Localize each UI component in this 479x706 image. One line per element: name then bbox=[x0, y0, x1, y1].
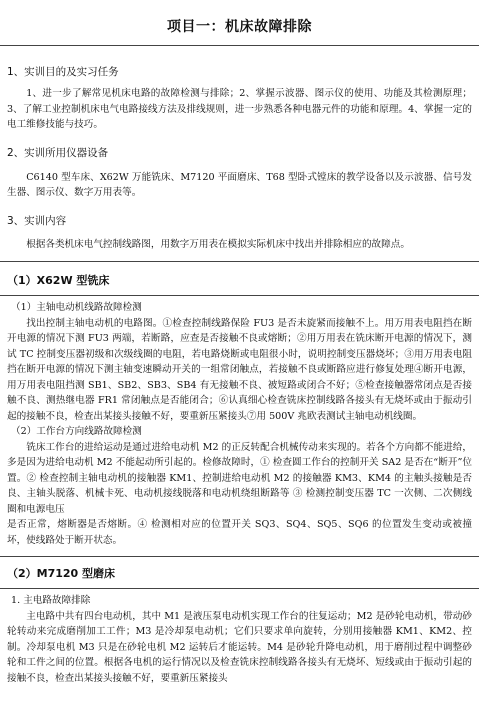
m7120-subheading-main-circuit: 1. 主电路故障排除 bbox=[11, 595, 91, 606]
x62w-subheading-table: （2）工作台方向线路故障检测 bbox=[11, 426, 142, 437]
x62w-body bbox=[7, 296, 472, 548]
section-heading-content: 3、实训内容 bbox=[7, 214, 67, 227]
content-paragraph: 根据各类机床电气控制线路图，用数字万用表在模拟实际机床中找出并排除相应的故障点。 bbox=[26, 238, 410, 250]
x62w-table-paragraph-cont: 是否正常，熔断器是否熔断。④ 检测相对应的位置开关 SQ3、SQ4、SQ5、SQ6 的位置发生变动或被撞坏，使线路处于断开状态。 bbox=[7, 519, 472, 546]
m7120-main-circuit-paragraph: 主电路中共有四台电动机，其中 M1 是液压泵电动机实现工作台的往复运动；M2 是砂轮电动机，带动砂轮转动来完成磨削加工工件；M3 是冷却泵电动机；它们只要求单向旋转，分别用接触器 KM1、KM2、控制。冷却泵电机 M3 只是在砂轮电机 M2 运转后才能运转。M4 是砂轮升降电动机，用于磨削过程中调整砂轮和工件之间的位置。根据各电机的运行情况以及检查铣床控制线路各接头有无烧坏、短线或由于振动引起的接触不良，检查出某接头接触不好，要重新压紧接头 bbox=[7, 610, 472, 684]
x62w-section bbox=[0, 261, 479, 296]
title-divider bbox=[0, 45, 479, 46]
section-heading-objectives: 1、实训目的及实习任务 bbox=[7, 66, 119, 78]
objectives-paragraph: 1、进一步了解常见机床电路的故障检测与排除；2、掌握示波器、图示仪的使用、功能及其检测原理；3、了解工业控制机床电气电路接线方法及排线规则，进一步熟悉各种电器元件的功能和原理。4、掌握一定的电工维修技能与技巧。 bbox=[7, 88, 472, 130]
equipment-paragraph: C6140 型车床、X62W 万能铣床、M7120 平面磨床、T68 型卧式镗床的教学设备以及示波器、信号发生器、图示仪、数字万用表等。 bbox=[7, 171, 472, 198]
m7120-body bbox=[7, 589, 472, 686]
x62w-subheading-spindle: （1）主轴电动机线路故障检测 bbox=[11, 302, 142, 313]
x62w-table-paragraph: 铣床工作台的进给运动是通过进给电动机 M2 的正反转配合机械传动来实现的。若各个方向都不能进给，多是因为进给电动机 M2 不能起动所引起的。检修故障时，① 检查圆工作台的控制开关 SA2 是否在“断开”位置。② 检查控制主轴电动机的接触器 KM1、控制进给电动机 M2 的接触器 KM3、KM4 的主触头接触是否良、主轴头脱落、机械卡死、电动机接线脱落和电动机绕组断路等 ③ 检测控制变压器 TC 一次侧、二次侧线圈和电源电压 bbox=[7, 441, 472, 515]
m7120-section bbox=[0, 556, 479, 589]
section-heading-equipment: 2、实训所用仪器设备 bbox=[7, 146, 109, 159]
x62w-heading: （1）X62W 型铣床 bbox=[7, 274, 110, 287]
page-title: 项目一：机床故障排除 bbox=[167, 19, 312, 35]
x62w-spindle-paragraph: 找出控制主轴电动机的电路图。①检查控制线路保险 FU3 是否未旋紧而接触不上。用万用表电阻挡在断开电源的情况下测 FU3 两端，若断路，应查是否接触不良或熔断；②用万用表在铣床断开电源的情况下，测试 TC 控制变压器初级和次级线圈的电阻，若电路烧断或电阻很小时，说明控制变压器烧坏；③用万用表电阻挡在断开电源的情况下测主轴变速瞬动开关的一组常闭触点，若接触不良或断路应进行修复处理④断开电源，用万用表电阻挡测 SB1、SB2、SB3、SB4 有无接触不良、被短路或闭合不好；⑤检查接触器常闭点是否接触不良、测热继电器 FR1 常闭触点是否能闭合；⑥认真细心检查铣床控制线路各接头有无烧坏或由于振动引起的接触不良，检查出某接头接触不好，要重新压紧接头⑦用 500V 兆欧表测试主轴电动机线圈。 bbox=[7, 317, 472, 422]
m7120-heading: （2）M7120 型磨床 bbox=[7, 567, 116, 580]
